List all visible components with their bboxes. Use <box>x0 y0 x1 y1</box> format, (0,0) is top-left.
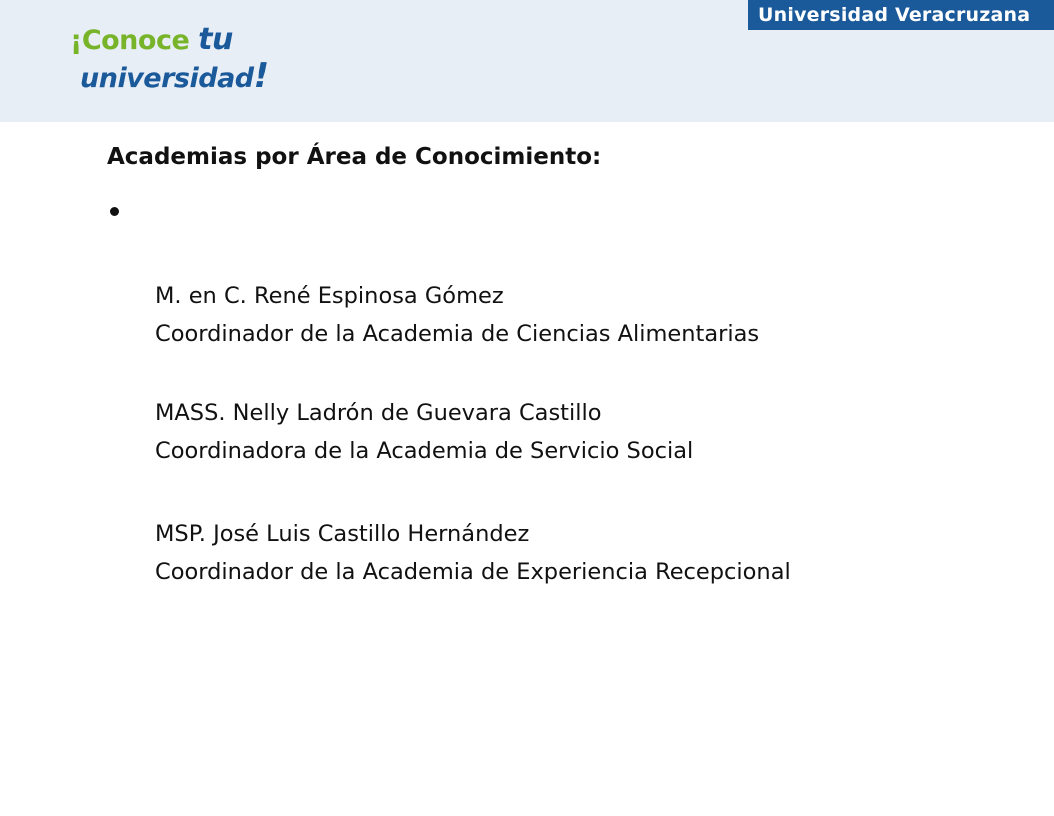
logo-line-2-text: universidad <box>80 63 254 94</box>
academy-entry <box>155 277 759 353</box>
coordinator-name: MASS. Nelly Ladrón de Guevara Castillo <box>155 400 602 426</box>
conoce-tu-universidad-logo <box>70 22 280 98</box>
logo-tu: tu <box>198 22 233 57</box>
university-brand-bar: Universidad Veracruzana <box>748 0 1054 30</box>
coordinator-name: M. en C. René Espinosa Gómez <box>155 283 504 309</box>
academy-entry <box>155 394 693 470</box>
coordinator-name: MSP. José Luis Castillo Hernández <box>155 521 530 547</box>
bullet-point <box>110 207 119 216</box>
logo-line-2 <box>80 56 269 96</box>
coordinator-role: Coordinador de la Academia de Ciencias Alimentarias <box>155 321 760 347</box>
coordinator-role: Coordinador de la Academia de Experiencia Recepcional <box>155 559 791 585</box>
logo-exclamation: ! <box>253 56 269 96</box>
coordinator-role: Coordinadora de la Academia de Servicio Social <box>155 438 694 464</box>
logo-line-1 <box>70 22 233 57</box>
logo-line-1-prefix: ¡Conoce <box>70 25 199 56</box>
slide-heading: Academias por Área de Conocimiento: <box>107 144 602 170</box>
academy-entry <box>155 515 791 591</box>
